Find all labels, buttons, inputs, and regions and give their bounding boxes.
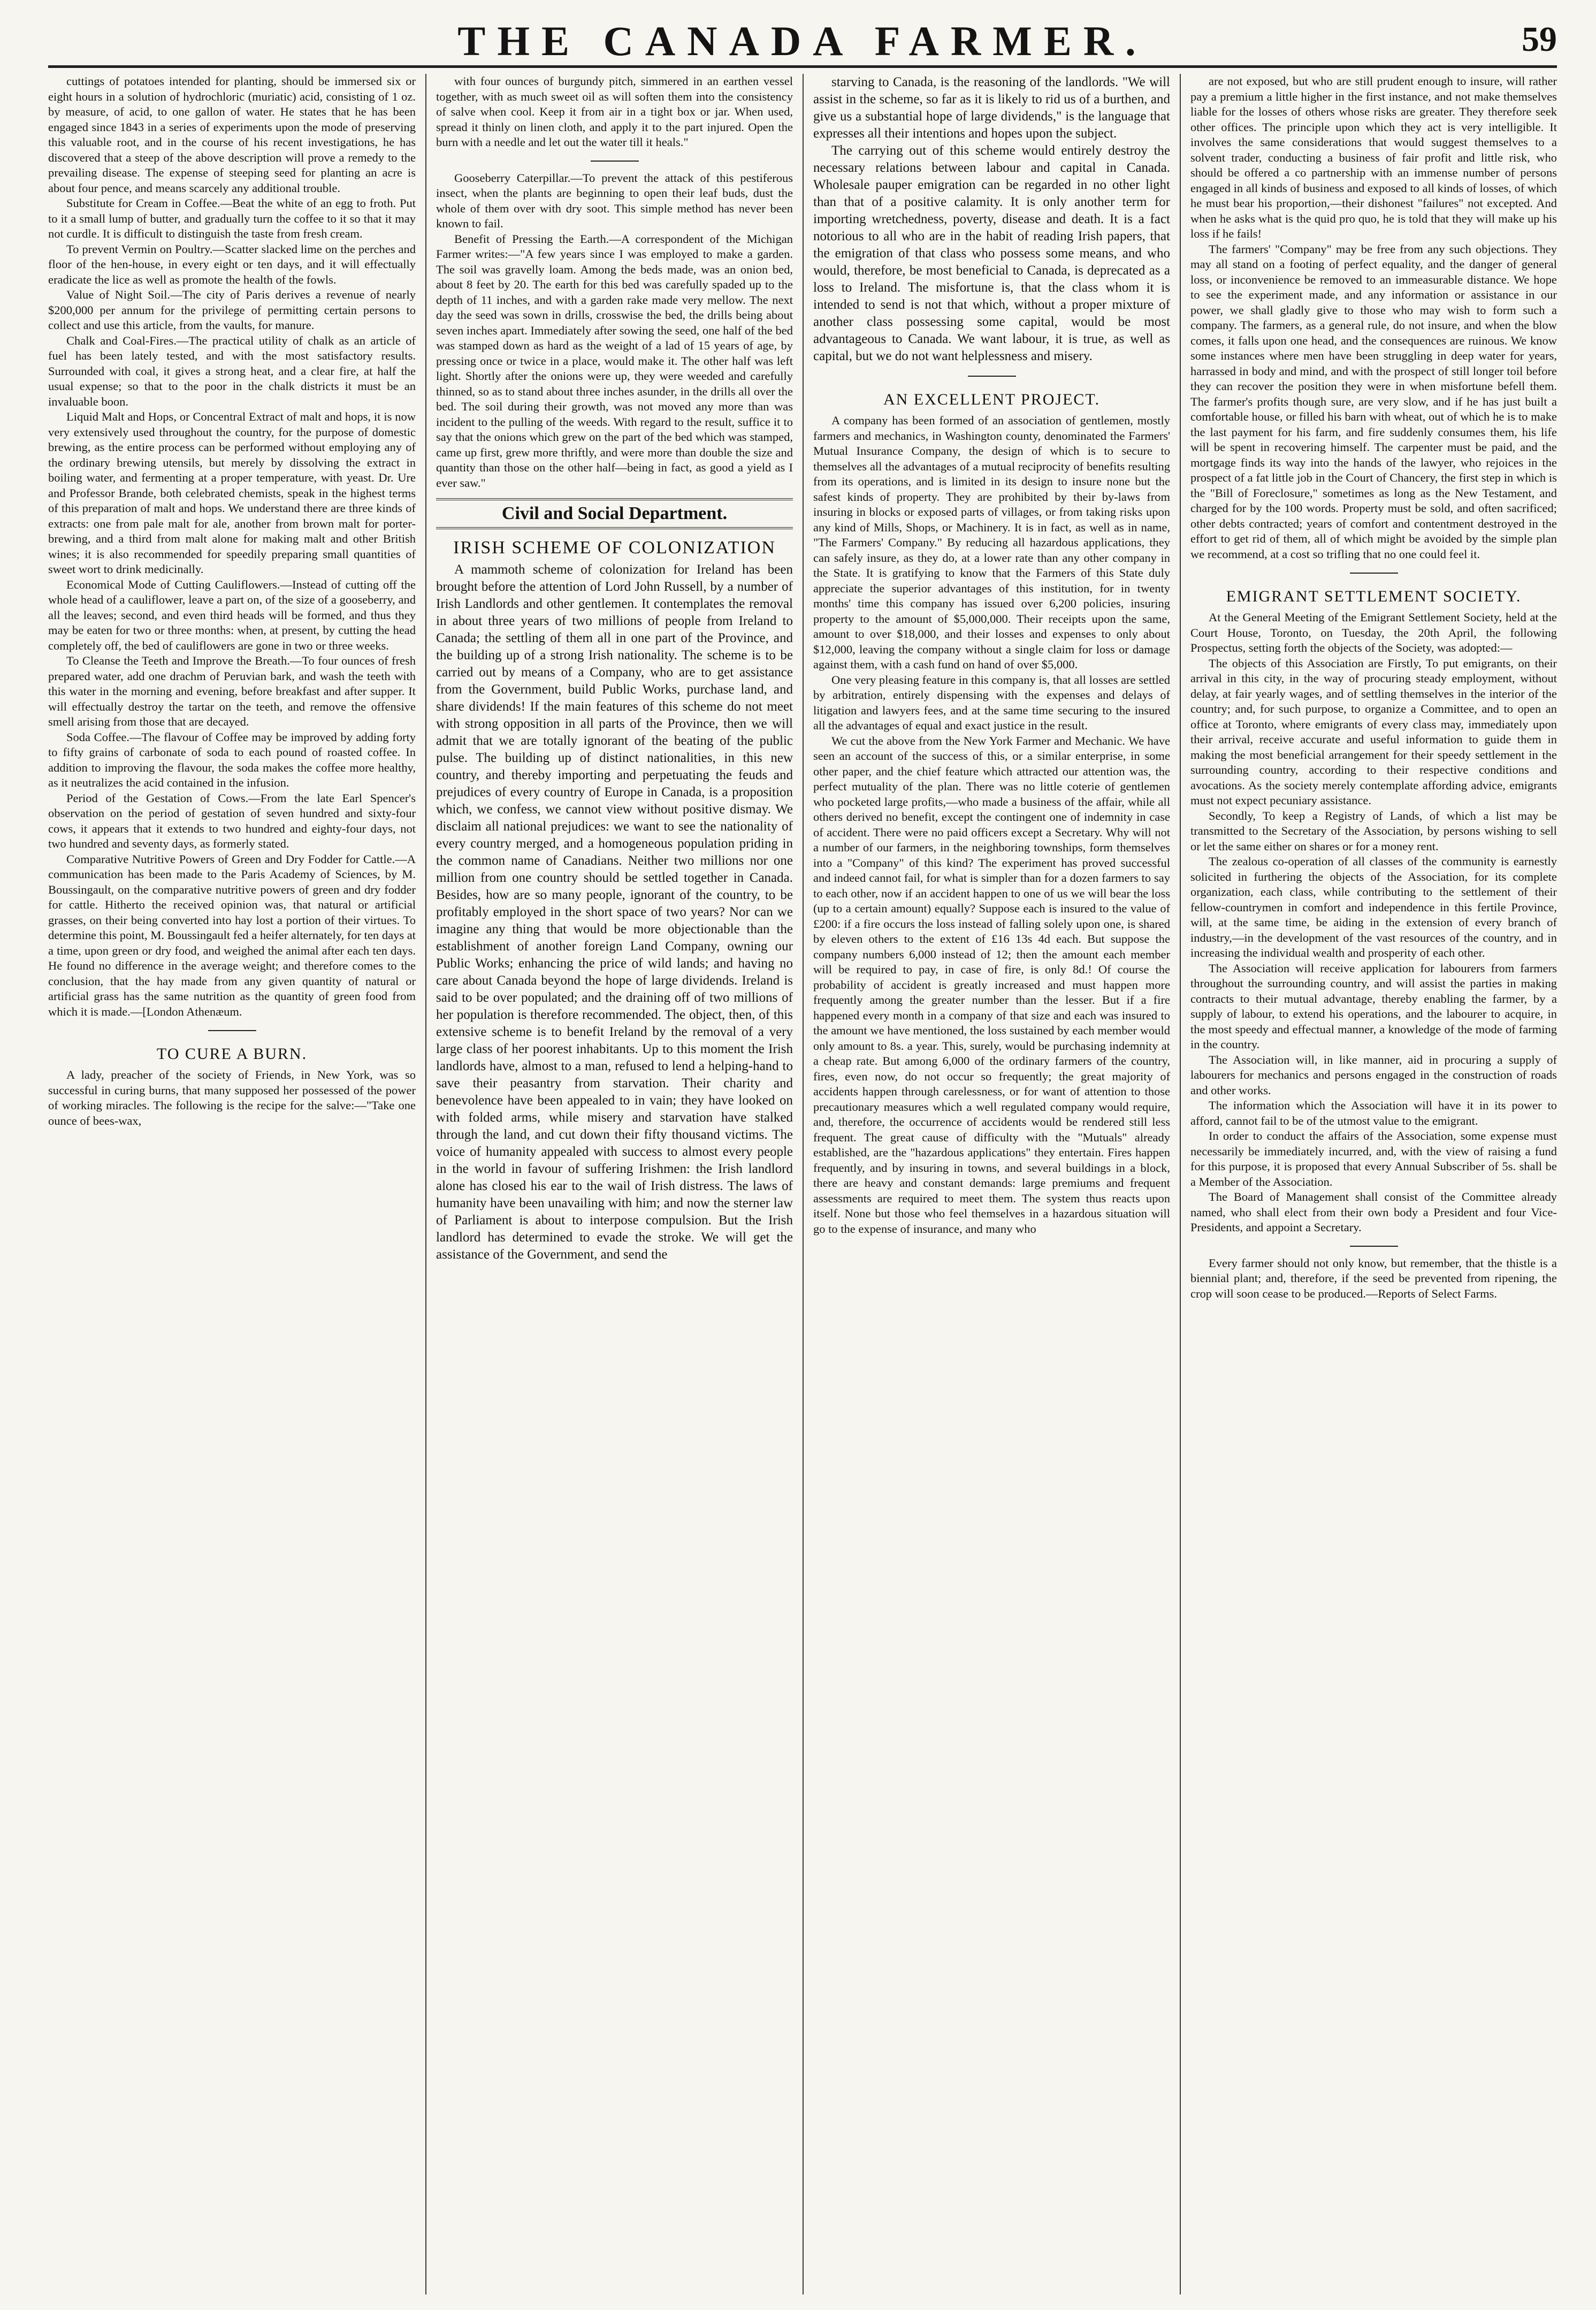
article-paragraph: To Cleanse the Teeth and Improve the Breath.—To four ounces of fresh prepared water, add one drachm of Peruvian bark, and wash the teeth with this water in the morning and evening, before breakfast and after supper. It will effectually destroy the tartar on the teeth, and remove the offensive smell arising from those that are decayed. [48, 654, 416, 728]
column-3 [803, 74, 1180, 2294]
article-paragraph: We cut the above from the New York Farmer and Mechanic. We have seen an account of the success of this, or a similar enterprise, in some other paper, and the chief feature which attracted our attention was, the perfect mutuality of the plan. There was no little coterie of gentlemen who pocketed large profits,—who made a business of the affair, while all others derived no benefit, except the contingent one of indemnity in case of accident. There were no paid officers except a Secretary. Why will not a number of our farmers, in the neighboring townships, form themselves into a "Company" of this kind? The experiment has proved successful and indeed cannot fail, for what is simpler than for a dozen farmers to say to each other, now if an accident happen to one of us we will bear the loss (up to a certain amount) equally? Suppose each is insured to the value of £200: if a fire occurs the loss instead of falling solely upon one, is shared by eleven others to the extent of £16 13s 4d each. But suppose the company numbers 6,000 instead of 12; then the amount each member will be required to pay, in case of fire, is only 8d.! Of course the probability of accident is greatly increased and must happen more frequently among the greater number than the lesser. But if a fire happened every month in a company of that size and each was insured to the amount we have mentioned, the loss sustained by each member would only amount to 8s. a year. This, surely, would be purchasing indemnity at a cheap rate. But among 6,000 of the ordinary farmers of the country, fires, even now, do not occur so frequently; the great majority of accidents happen through carelessness, or for want of attention to those precautionary measures which a well regulated company would require, and, therefore, the occurrence of accidents would be rendered still less frequent. The great cause of difficulty with the "Mutuals" already established, are the "hazardous applications" they entertain. Fires happen frequently, and by insuring in towns, and several buildings in a block, there are heavy and constant demands: large premiums and frequent assessments are required to meet them. The system thus reacts upon itself. None but those who feel themselves in a hazardous situation will go to the expense of insurance, and many who [813, 734, 1170, 1236]
article-paragraph: Comparative Nutritive Powers of Green and Dry Fodder for Cattle.—A communication has been made to the Paris Academy of Sciences, by M. Boussingault, on the comparative nutritive powers of green and dry fodder for cattle. Hitherto the received opinion was, that natural or artificial grasses, on their being converted into hay lost a portion of their virtues. To determine this point, M. Boussingault fed a heifer alternately, for ten days at a time, upon green or dry food, and weighed the animal after each ten days. He found no difference in the average weight; and therefore comes to the conclusion, that the hay made from any given quantity of natural or artificial grass has the same nutrition as the quantity of green food from which it is made.—[London Athenæum. [48, 852, 416, 1018]
article-paragraph: To prevent Vermin on Poultry.—Scatter slacked lime on the perches and floor of the hen-house, in every eight or ten days, and it will effectually eradicate the lice as well as promote the health of the fowls. [48, 242, 416, 286]
section-divider [813, 369, 1170, 381]
section-divider [436, 155, 793, 166]
article-paragraph: The zealous co-operation of all classes of the community is earnestly solicited in furthering the objects of the Association, for its complete organization, each class, while contributing to the settlement of their fellow-countrymen in comfort and independence in this fertile Province, will, at the same time, be aiding in the extension of every branch of industry,—in the development of the vast resources of the country, and in increasing the individual wealth and prosperity of each other. [1190, 855, 1557, 959]
article-heading: EMIGRANT SETTLEMENT SOCIETY. [1226, 588, 1522, 605]
article-paragraph: cuttings of potatoes intended for planting, should be immersed six or eight hours in a solution of hydrochloric (muriatic) acid, consisting of 1 oz. by measure, of acid, to one gallon of water. He states that he has been engaged since 1843 in a series of experiments upon the mode of preserving this valuable root, and in the course of his recent investigations, he has discovered that a steep of the above description will prove a remedy to the prevailing disease. The expense of steeping seed for planting an acre is about four pence, and means scarcely any additional trouble. [48, 74, 416, 195]
department-heading: Civil and Social Department. [436, 498, 793, 529]
article-paragraph: A lady, preacher of the society of Friends, in New York, was so successful in curing burns, that many supposed her possessed of the power of working miracles. The following is the recipe for the salve:—"Take one ounce of bees-wax, [48, 1068, 416, 1127]
section-divider [1190, 1240, 1557, 1252]
article-paragraph: Liquid Malt and Hops, or Concentral Extract of malt and hops, it is now very extensively used throughout the country, for the purpose of domestic brewing, as the entire process can be performed without employing any of the ordinary brewing utensils, but merely by dissolving the extract in boiling water, and fermenting at a proper temperature, with yeast. Dr. Ure and Professor Brande, both celebrated chemists, speak in the highest terms of this preparation of malt and hops. We understand there are three kinds of extracts: one from pale malt for ale, another from brown malt for porter-brewing, and a third from malt alone for making malt and other British wines; it is also recommended for speedily preparing small quantities of sweet wort to drink medicinally. [48, 410, 416, 576]
article-paragraph: Chalk and Coal-Fires.—The practical utility of chalk as an article of fuel has been lately tested, and with the most satisfactory results. Surrounded with coal, it gives a strong heat, and a clear fire, at half the usual expense; so that to the poor in the chalk districts it must be an invaluable boon. [48, 333, 416, 408]
article-paragraph: A mammoth scheme of colonization for Ireland has been brought before the attention of Lord John Russell, by a number of Irish Landlords and other gentlemen. It contemplates the removal in about three years of two millions of people from Ireland to Canada; the settling of them all in one part of the Province, and the building up of a strong Irish nationality. The scheme is to be carried out by means of a Company, who are to get assistance from the Government, build Public Works, purchase land, and share dividends! If the main features of this scheme do not meet with strong opposition in all parts of the Province, then we will admit that we are totally ignorant of the beating of the public pulse. The building up of distinct nationalities, in this new country, and thereby importing and perpetuating the feuds and prejudices of every country of Europe in Canada, is a proposition which, we confess, we cannot view without positive dismay. We disclaim all national prejudices: we want to see the nationality of every country merged, and a homogeneous population priding in the common name of Canadians. Neither two millions nor one million from one country should be settled together in Canada. Besides, how are so many people, ignorant of the country, to be profitably employed in the short space of two years? Nor can we imagine any thing that would be more objectionable than the establishment of another foreign Land Company, owning our Public Works; enhancing the price of wild lands; and having no care about Canada beyond the hope of large dividends. Ireland is said to be over populated; and the draining off of two millions of her population is therefore recommended. The object, then, of this extensive scheme is to benefit Ireland by the removal of a very large class of her poorest inhabitants. Up to this moment the Irish landlords have, almost to a man, refused to lend a helping-hand to save their peasantry from starvation. Their charity and benevolence have been appealed to in vain; they have looked on with folded arms, while misery and starvation have stalked through the land, and cut down their fifty thousand victims. The voice of humanity appealed with success to almost every people in the world in favour of suffering Irishmen: the Irish landlord alone has closed his ear to the wail of Irish distress. The laws of humanity have been unavailing with him; and now the sterner law of Parliament is about to interpose compulsion. But the Irish landlord has determined to evade the stroke. We will get the assistance of the Government, and send the [436, 562, 793, 1262]
columns [48, 74, 1557, 2294]
article-paragraph: The farmers' "Company" may be free from any such objections. They may all stand on a footing of perfect equality, and the danger of general loss, or inconvenience be removed to an immeasurable distance. We hope to see the experiment made, and any information or assistance in our power, we shall gladly give to those who may wish to form such a company. The farmers, as a general rule, do not insure, and when the blow comes, it falls upon one head, and the consequences are ruinous. We know some instances where men have been struggling in deep water for years, harrassed in body and mind, and with the prospect of still longer toil before they can recover the position they were in when misfortune befell them. The farmer's profits though sure, are very slow, and if he has just built a comfortable house, or filled his barn with wheat, out of which he is to make the last payment for his farm, and fire suddenly consumes them, his life will be spent in recovering himself. The carpenter must be paid, and the mortgage finds its way into the hands of the lawyer, who rejoices in the prospect of a fat little job in the Court of Chancery, the first step in which is the "Bill of Foreclosure," sometimes as long as the New Testament, and charged for by the 100 words. Property must be sold, and often sacrificed; other debts contracted; years of comfort and contentment destroyed in the effort to get rid of them, all of which might be avoided by the simple plan we recommend, at a cost so trifling that no one could feel it. [1190, 242, 1557, 561]
column-2 [425, 74, 803, 2294]
article-paragraph: with four ounces of burgundy pitch, simmered in an earthen vessel together, with as much sweet oil as will soften them into the consistency of salve when cool. Keep it from air in a tight box or jar. When used, spread it thinly on linen cloth, and apply it to the part injured. Open the burn with a needle and let out the water till it heals." [436, 74, 793, 149]
article-paragraph: A company has been formed of an association of gentlemen, mostly farmers and mechanics, in Washington county, denominated the Farmers' Mutual Insurance Company, the design of which is to secure to themselves all the advantages of a mutual reciprocity of benefits resulting from its operations, and is limited in its design to insure none but the safest kinds of property. They are prohibited by their by-laws from insuring in blocks or exposed parts of villages, or from taking risks upon any kind of Mills, Shops, or Machinery. It is in fact, as well as in name, "The Farmers' Company." By reducing all hazardous applications, they can safely insure, as they do, at a lower rate than any other company in the State. It is gratifying to know that the Farmers of this State duly appreciate the superior advantages of this institution, for in twenty months' time this company has issued over 6,200 policies, insuring property to the amount of $5,000,000. Their receipts upon the same, amount to over $18,000, and their losses and expenses to only about $12,000, leaving the company without a single claim for loss or damage against them, with a cash fund on hand of over $5,000. [813, 414, 1170, 671]
section-divider [1190, 566, 1557, 578]
page-title: THE CANADA FARMER. [457, 18, 1148, 64]
article-heading: TO CURE A BURN. [156, 1045, 308, 1063]
article-paragraph: One very pleasing feature in this company is, that all losses are settled by arbitration, entirely dispensing with the expenses and delays of litigation and lawyers fees, and at the same time securing to the insured all the advantages of equal and exact justice in the result. [813, 673, 1170, 732]
article-paragraph: starving to Canada, is the reasoning of the landlords. "We will assist in the scheme, so far as it is likely to rid us of a burthen, and give us a substantial hope of large dividends," is the language that expresses all their intentions and hopes upon the subject. [813, 75, 1170, 141]
article-paragraph: Benefit of Pressing the Earth.—A correspondent of the Michigan Farmer writes:—"A few years since I was employed to make a garden. The soil was gravelly loam. Among the beds made, was an onion bed, about 8 feet by 20. The earth for this bed was carefully spaded up to the depth of 11 inches, and with a garden rake made very mellow. The next day the seed was sown in drills, crosswise the bed, the drills being about seven inches apart. Immediately after sowing the seed, one half of the bed was stamped down as hard as the weight of a lad of 15 years of age, by pressing once or twice in a place, would make it. The other half was left light. Shortly after the onions were up, they were weeded and carefully thinned, so as to stand about three inches asunder, in the drills all over the bed. The soil during their growth, was not moved any more than was incident to the pulling of the weeds. With regard to the result, suffice it to say that the onions which grew on the part of the bed which was stamped, came up first, grew more thriftly, and were more than double the size and quantity than those on the other half—being in fact, as good a yield as I ever saw." [436, 232, 793, 490]
article-paragraph: The information which the Association will have it in its power to afford, cannot fail to be of the utmost value to the emigrant. [1190, 1099, 1557, 1127]
article-paragraph: Gooseberry Caterpillar.—To prevent the attack of this pestiferous insect, when the plants are beginning to open their leaf buds, dust the whole of them over with dry soot. This simple method has never been known to fail. [436, 171, 793, 230]
article-heading: AN EXCELLENT PROJECT. [883, 391, 1101, 408]
section-divider [48, 1024, 416, 1035]
article-paragraph: In order to conduct the affairs of the Association, some expense must necessarily be immediately incurred, and, with the view of raising a fund for this purpose, it is proposed that every Annual Subscriber of 5s. shall be a Member of the Association. [1190, 1129, 1557, 1188]
column-1 [48, 74, 425, 2294]
article-paragraph: The Board of Management shall consist of the Committee already named, who shall elect from their own body a President and four Vice-Presidents, and appoint a Secretary. [1190, 1190, 1557, 1234]
article-paragraph: The Association will receive application for labourers from farmers throughout the surrounding country, and will assist the parties in making contracts to their mutual advantage, thereby enabling the farmer, by a supply of labour, to extend his operations, and the labourer to acquire, in the most speedy and effectual manner, a knowledge of the mode of farming in the country. [1190, 961, 1557, 1051]
article-paragraph: are not exposed, but who are still prudent enough to insure, will rather pay a premium a little higher in the first instance, and not make themselves liable for the losses of others whose risks are greater. They therefore seek other offices. The principle upon which they act is very intelligible. It involves the same considerations that would suggest themselves to a solvent trader, conducting a business of fair profit and little risk, who should be offered a co partnership with an immense number of persons engaged in all kinds of business and exposed to all kinds of losses, of which he must bear his proportion,—their dishonest "failures" not excepted. And when he asks what is the quid pro quo, he is told that they will make up his loss if he fails! [1190, 74, 1557, 240]
column-4 [1180, 74, 1557, 2294]
article-paragraph: Economical Mode of Cutting Cauliflowers.—Instead of cutting off the whole head of a cauliflower, leave a part on, of the size of a gooseberry, and all the leaves; second, and even third heads will be formed, and thus they may be eaten for two or three months: when, at present, by cutting the head completely off, the bed of cauliflowers are gone in two or three weeks. [48, 577, 416, 652]
article-paragraph: The objects of this Association are Firstly, To put emigrants, on their arrival in this city, in the way of procuring steady employment, without delay, at fair yearly wages, and of settling themselves in the interior of the country; and, for such purpose, to organize a Committee, and to open an office at Toronto, where emigrants of every class may, immediately upon their arrival, receive accurate and useful information to guide them in making the most beneficial arrangement for their speedy settlement in the surrounding country, according to their respective conditions and avocations. As the society merely contemplate affording advice, emigrants must not expect pecuniary assistance. [1190, 656, 1557, 807]
article-heading: IRISH SCHEME OF COLONIZATION [453, 538, 776, 558]
article-paragraph: Period of the Gestation of Cows.—From the late Earl Spencer's observation on the period of gestation of seven hundred and sixty-four cows, it appears that it extends to two hundred and eighty-four days, not two hundred and seventy days, as formerly stated. [48, 791, 416, 850]
masthead [48, 12, 1557, 68]
article-paragraph: At the General Meeting of the Emigrant Settlement Society, held at the Court House, Toronto, on Tuesday, the 20th April, the following Prospectus, setting forth the objects of the Society, was adopted:— [1190, 611, 1557, 654]
article-paragraph: Every farmer should not only know, but remember, that the thistle is a biennial plant; and, therefore, if the seed be prevented from ripening, the crop will soon cease to be produced.—Reports of Select Farms. [1190, 1256, 1557, 1300]
article-paragraph: Secondly, To keep a Registry of Lands, of which a list may be transmitted to the Secretary of the Association, by persons wishing to sell or let the same either on shares or for a money rent. [1190, 809, 1557, 853]
article-paragraph: Substitute for Cream in Coffee.—Beat the white of an egg to froth. Put to it a small lump of butter, and gradually turn the coffee to it so that it may not curdle. It is difficult to distinguish the taste from fresh cream. [48, 196, 416, 240]
page-number: 59 [1522, 20, 1557, 59]
article-paragraph: The Association will, in like manner, aid in procuring a supply of labourers for mechanics and persons engaged in the construction of roads and other works. [1190, 1053, 1557, 1097]
article-paragraph: The carrying out of this scheme would entirely destroy the necessary relations between labour and capital in Canada. Wholesale pauper emigration can be regarded in no other light than that of a positive calamity. It is only another term for importing wretchedness, poverty, disease and death. It is a fact notorious to all who are in the habit of reading Irish papers, that the emigration of that class who possess some means, and who would, therefore, be most beneficial to Canada, is deprecated as a loss to Ireland. The misfortune is, that the class whom it is intended to send is not that which, without a proper mixture of another class possessing some capital, would be most advantageous to Canada. We want labour, it is true, as well as capital, but we do not want helplessness and misery. [813, 143, 1170, 363]
article-paragraph: Value of Night Soil.—The city of Paris derives a revenue of nearly $200,000 per annum for the privilege of permitting certain persons to collect and use this article, from the vaults, for manure. [48, 288, 416, 332]
article-paragraph: Soda Coffee.—The flavour of Coffee may be improved by adding forty to fifty grains of carbonate of soda to each pound of roasted coffee. In addition to improving the flavour, the soda makes the coffee more healthy, as it neutralizes the acid contained in the infusion. [48, 730, 416, 789]
